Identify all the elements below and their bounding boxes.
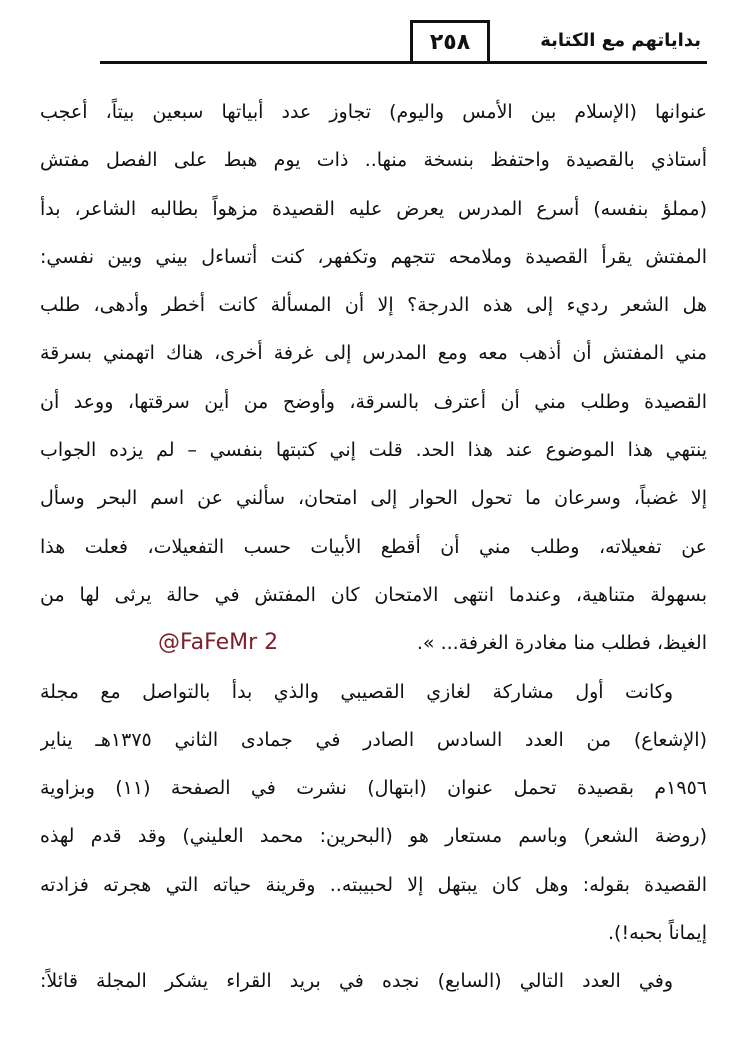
text-line: ينتهي هذا الموضوع عند هذا الحد. قلت إني كتبتها بنفسي – لم يزده الجواب: [40, 439, 707, 462]
text-line: إلا غضباً، وسرعان ما تحول الحوار إلى امتحان، سألني عن اسم البحر وسأل: [40, 487, 707, 510]
text-line: عنوانها (الإسلام بين الأمس واليوم) تجاوز عدد أبياتها سبعين بيتاً، أعجب: [40, 101, 707, 123]
text-line: أستاذي بالقصيدة واحتفظ بنسخة منها.. ذات يوم هبط على الفصل مفتش: [40, 149, 707, 172]
text-line: (الإشعاع) من العدد السادس الصادر في جمادى الثاني ١٣٧٥هـ يناير: [40, 728, 707, 751]
text-line: مني المفتش أن أذهب معه ومع المدرس إلى غرفة أخرى، هناك اتهمني بسرقة: [40, 342, 707, 365]
running-title: بداياتهم مع الكتابة: [540, 30, 701, 51]
text-line-with-watermark: [40, 619, 707, 667]
text-line: عن تفعيلاته، وطلب مني أن أقطع الأبيات حسب التفعيلات، فعلت هذا: [40, 535, 707, 558]
watermark: @FaFeMr 2: [158, 630, 279, 656]
header-rule: [100, 61, 707, 64]
text-line: بسهولة متناهية، وعندما انتهى الامتحان كان المفتش في حالة يرثى لها من: [40, 583, 707, 606]
body-text: [40, 88, 707, 1006]
text-line: القصيدة وطلب مني أن أعترف بالسرقة، وأوضح من أين سرقتها، ووعد أن: [40, 390, 707, 413]
text-line: هل الشعر رديء إلى هذه الدرجة؟ إلا أن المسألة كانت أخطر وأدهى، طلب: [40, 294, 707, 317]
text-line: المفتش يقرأ القصيدة وملامحه تتجهم وتكفهر، كنت أتساءل بيني وبين نفسي:: [40, 245, 707, 268]
text-line: وكانت أول مشاركة لغازي القصيبي والذي بدأ بالتواصل مع مجلة: [40, 680, 673, 703]
text-line: ١٩٥٦م بقصيدة تحمل عنوان (ابتهال) نشرت في الصفحة (١١) وبزاوية: [40, 777, 707, 800]
text-line: الغيظ، فطلب منا مغادرة الغرفة... ».: [416, 632, 707, 655]
text-line: القصيدة بقوله: وهل كان يبتهل إلا لحبيبته.. وقرينة حياته التي هجرته فزادته: [40, 873, 707, 896]
page-header: [100, 20, 707, 64]
text-line: (مملؤ بنفسه) أسرع المدرس يعرض عليه القصيدة مزهواً بطالبه الشاعر، بدأ: [40, 197, 707, 220]
page-number: ٢٥٨: [410, 20, 490, 62]
text-line: (روضة الشعر) وباسم مستعار هو (البحرين: محمد العليني) وقد قدم لهذه: [40, 825, 707, 848]
text-line: إيماناً بحبه!).: [608, 922, 707, 945]
text-line: وفي العدد التالي (السابع) نجده في بريد القراء يشكر المجلة قائلاً:: [40, 970, 673, 993]
